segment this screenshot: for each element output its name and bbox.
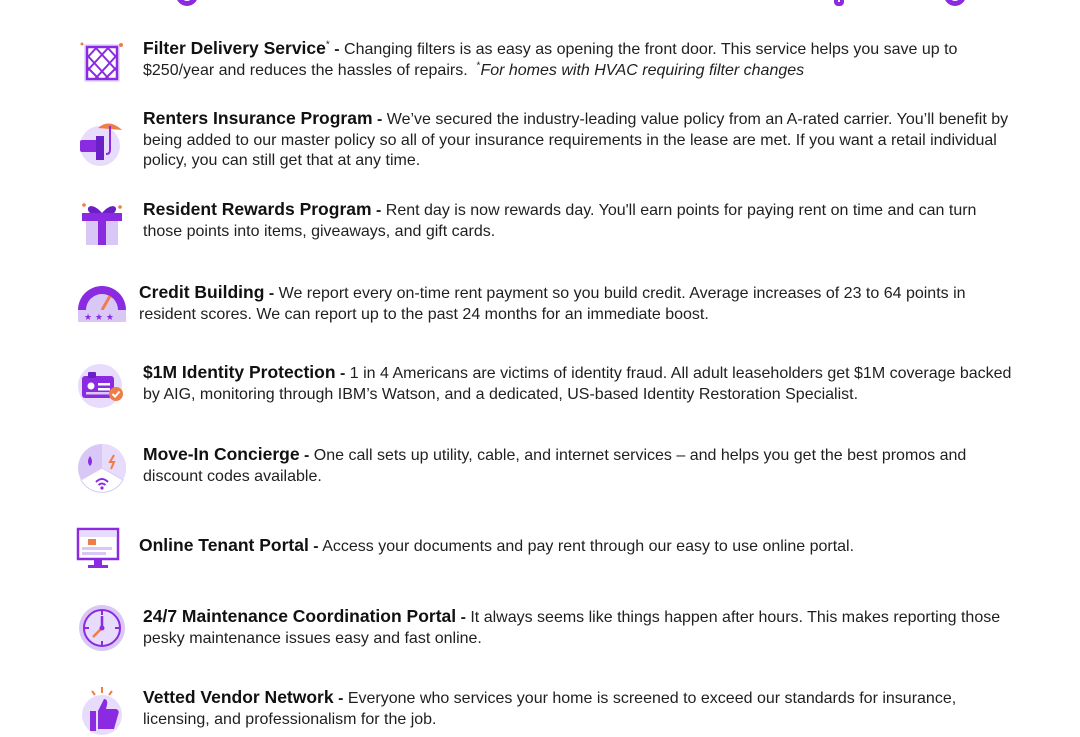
- decorative-ring: [176, 0, 198, 6]
- service-description: Access your documents and pay rent through our easy to use online portal.: [322, 538, 855, 555]
- title-separator: -: [376, 202, 382, 219]
- monitor-portal-icon: [76, 523, 128, 575]
- header-decoration: [0, 0, 1080, 8]
- service-text: [143, 362, 1013, 405]
- title-separator: -: [268, 285, 275, 302]
- credit-gauge-icon: [76, 280, 128, 332]
- service-text: [143, 606, 1013, 649]
- service-title: Filter Delivery Service: [143, 38, 326, 58]
- title-separator: -: [304, 447, 310, 464]
- decorative-ring: [944, 0, 966, 6]
- service-description: Everyone who services your home is screened to exceed our standards for insurance, licensing, and professionalism for the job.: [143, 690, 957, 728]
- service-text: [143, 199, 1013, 242]
- id-card-icon: [76, 362, 128, 414]
- service-title: Move-In Concierge: [143, 444, 300, 464]
- service-text: [139, 535, 1009, 558]
- footnote-marker: *: [325, 39, 330, 51]
- clock-icon: [76, 602, 128, 654]
- thumbs-up-icon: [76, 685, 128, 737]
- footnote-marker: *: [476, 60, 481, 72]
- service-description: It always seems like things happen after hours. This makes reporting those pesky maintenance issues easy and fast online.: [143, 609, 1001, 647]
- service-title: Resident Rewards Program: [143, 199, 372, 219]
- service-description: 1 in 4 Americans are victims of identity fraud. All adult leaseholders get $1M coverage backed by AIG, monitoring through IBM’s Watson, and a dedicated, US-based Identity Restoration Specialist.: [143, 365, 1012, 403]
- svg-text:★ ★ ★: ★ ★ ★: [84, 313, 114, 323]
- service-text: [143, 687, 1013, 730]
- filter-icon: [76, 38, 128, 90]
- title-separator: -: [376, 111, 383, 128]
- umbrella-insurance-icon: [76, 116, 128, 168]
- service-text: [143, 108, 1013, 172]
- service-description: We report every on-time rent payment so you build credit. Average increases of 23 to 64 points in resident scores. We can report up to the past 24 months for an immediate boost.: [139, 285, 966, 323]
- title-separator: -: [338, 690, 344, 707]
- title-separator: -: [313, 538, 319, 555]
- service-description: We’ve secured the industry-leading value policy from an A-rated carrier. You’ll benefit by being added to our master policy so all of your insurance requirements in the lease are met. If you want a retail individual policy, you can still get that at any time.: [143, 111, 1009, 169]
- title-separator: -: [334, 41, 340, 58]
- decorative-ring: [834, 0, 844, 6]
- title-separator: -: [339, 365, 346, 382]
- service-title: Online Tenant Portal: [139, 535, 309, 555]
- service-title: Renters Insurance Program: [143, 108, 373, 128]
- utilities-icon: [76, 442, 128, 494]
- service-text: [139, 282, 1009, 325]
- title-separator: -: [460, 609, 466, 626]
- service-description: Rent day is now rewards day. You'll earn points for paying rent on time and can turn those points into items, giveaways, and gift cards.: [143, 202, 977, 240]
- service-description: Changing filters is as easy as opening the front door. This service helps you save up to $250/year and reduces the hassles of repairs.: [143, 41, 958, 79]
- service-description: One call sets up utility, cable, and internet services – and helps you get the best promos and discount codes available.: [143, 447, 967, 485]
- gift-icon: [76, 199, 128, 251]
- service-title: $1M Identity Protection: [143, 362, 336, 382]
- service-footnote: For homes with HVAC requiring filter changes: [480, 61, 805, 79]
- service-text: [143, 38, 1013, 81]
- service-title: 24/7 Maintenance Coordination Portal: [143, 606, 457, 626]
- service-text: [143, 444, 1013, 487]
- service-title: Vetted Vendor Network: [143, 687, 334, 707]
- service-title: Credit Building: [139, 282, 265, 302]
